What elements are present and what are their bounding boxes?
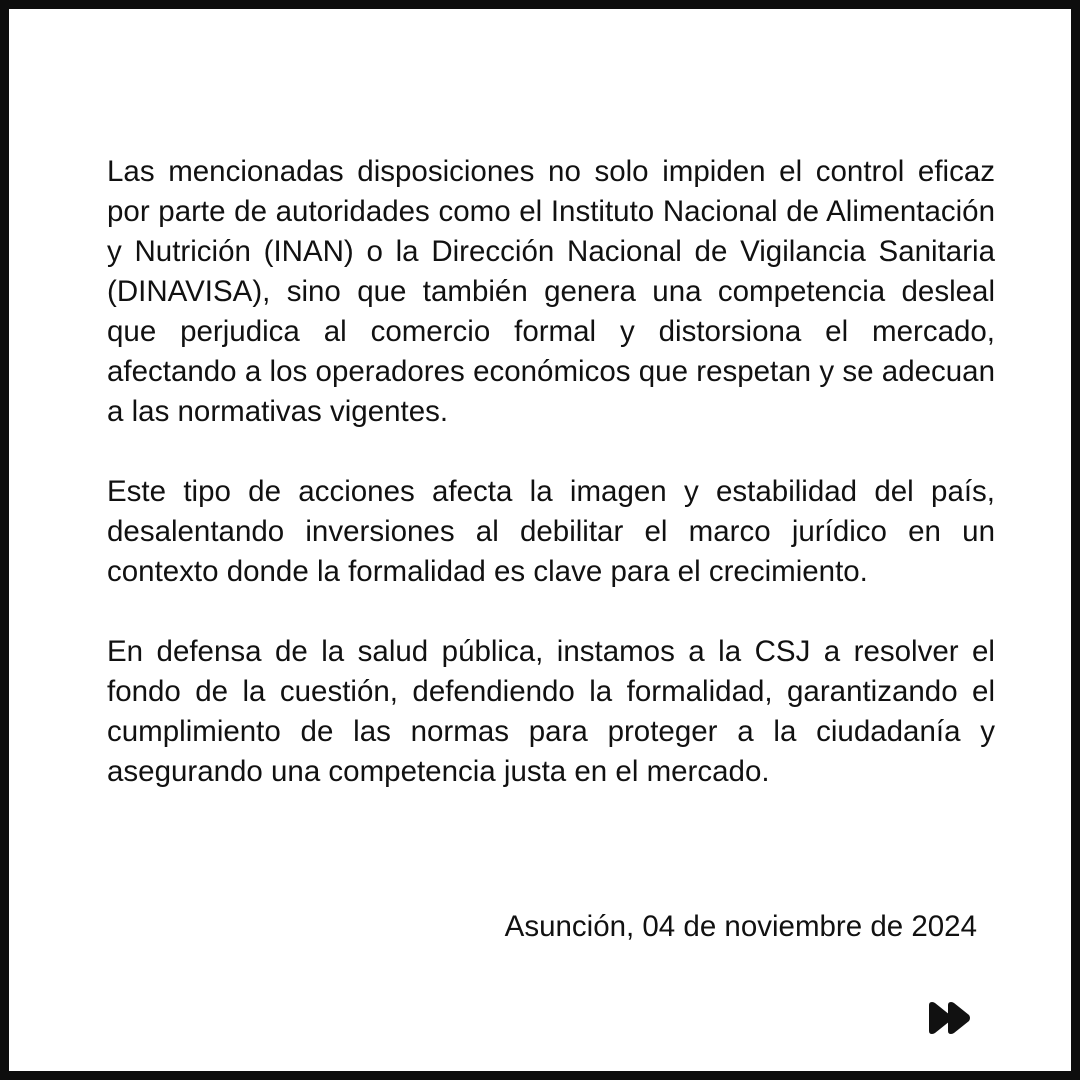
fast-forward-icon [926, 998, 974, 1038]
document-body [107, 152, 995, 832]
next-slide-button[interactable] [926, 998, 974, 1038]
date-signature: Asunción, 04 de noviembre de 2024 [504, 910, 977, 943]
paragraph-imagen-pais: Este tipo de acciones afecta la imagen y estabilidad del país, desalentando inversiones al debilitar el marco jurídico en un contexto donde la formalidad es clave para el crecimiento. [107, 475, 995, 588]
paragraph-salud-publica: En defensa de la salud pública, instamos a la CSJ a resolver el fondo de la cuestión, defendiendo la formalidad, garantizando el cumplimiento de las normas para proteger a la ciudadanía y asegurando una competencia justa en el mercado. [107, 635, 995, 788]
paragraph-disposiciones: Las mencionadas disposiciones no solo impiden el control eficaz por parte de autoridades como el Instituto Nacional de Alimentación y Nutrición (INAN) o la Dirección Nacional de Vigilancia Sanitaria (DINAVISA), sino que también genera una competencia desleal que perjudica al comercio formal y distorsiona el mercado, afectando a los operadores económicos que respetan y se adecuan a las normativas vigentes. [107, 155, 995, 428]
